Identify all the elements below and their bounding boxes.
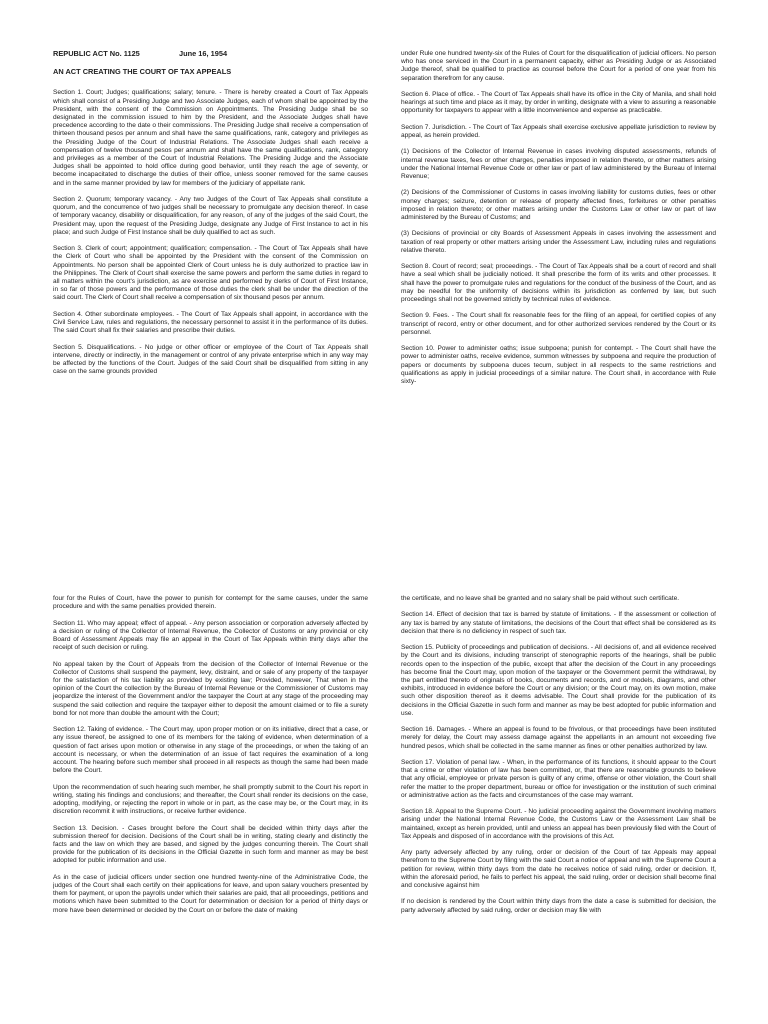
section-paragraph: Section 15. Publicity of proceedings and publication of decisions. - All decisions of, and all evidence received by the Court and its divisions, including transcript of stenographic reports of the hearings, shall be public records open to the inspection of the public, except that after the decision of the Court in any proceedings has become final the Court may, upon motion of the taxpayer or the Government permit the withdrawal, by the part entitled thereto of originals of books, documents and records, and or models, diagrams, and other exhibits, introduced in evidence before the Court or any division; or the Court may, on its own motion, make such other disposition thereof as it deems advisable. The Court shall provide for the publication of its decisions in the Official Gazette in such form and manner as may be best adopted for public information and use.	[401, 644, 716, 717]
section-paragraph: Section 18. Appeal to the Supreme Court. - No judicial proceeding against the Government involving matters arising under the National Internal Revenue Code, the Customs Law or the Assessment Law shall be maintained, except as herein provided, until and unless an appeal has been previously filed with the Court of Tax Appeals and disposed of in accordance with the provisions of this Act.	[401, 808, 716, 840]
page-2	[0, 512, 768, 1024]
section-paragraph: Section 5. Disqualifications. - No judge or other officer or employee of the Court of Tax Appeals shall intervene, directly or indirectly, in the management or control of any private enterprise which in any way may be affected by the functions of the Court. Judges of the said Court shall be disqualified from sitting in any case on the same grounds provided	[53, 343, 368, 376]
section-paragraph: Section 8. Court of record; seal; proceedings. - The Court of Tax Appeals shall be a court of record and shall have a seal which shall be judicially noticed. It shall prescribe the form of its writs and other processes. It shall have the power to promulgate rules and regulations for the conduct of the business of the Court, and as may be needful for the uniformity of decisions within its jurisdiction as conferred by law, but such proceedings shall not be governed strictly by technical rules of evidence.	[401, 263, 716, 303]
section-paragraph: Section 13. Decision. - Cases brought before the Court shall be decided within thirty days after the submission thereof for decision. Decisions of the Court shall be in writing, stating clearly and distinctly the facts and the law on which they are based, and signed by the judges concurring therein. The Court shall provide for the publication of its decisions in the Official Gazette in such form and manner as may be best adopted for public information and use.	[53, 824, 368, 865]
section-paragraph: No appeal taken by the Court of Appeals from the decision of the Collector of Internal Revenue or the Collector of Customs shall suspend the payment, levy, distraint, and or sale of any property of the taxpayer for the satisfaction of his tax liability as provided by existing law; Provided, however, That when in the opinion of the Court the collection by the Bureau of Internal Revenue or the Commissioner of Customs may jeopardize the interest of the Government and/or the taxpayer the Court at any stage of the proceeding may suspend the said collection and require the taxpayer either to deposit the amount claimed or to file a surety bond for not more than double the amount with the Court;	[53, 660, 368, 717]
section-paragraph: Section 6. Place of office. - The Court of Tax Appeals shall have its office in the City of Manila, and shall hold hearings at such time and place as it may, by order in writing, designate with a view to assuring a reasonable opportunity for taxpayers to appear with a little inconvenience and expense as practicable.	[401, 91, 716, 115]
law-number: REPUBLIC ACT No. 1125	[53, 50, 140, 58]
section-paragraph: Section 16. Damages. - Where an appeal is found to be frivolous, or that proceedings have been instituted merely for delay, the Court may assess damage against the appellants in an amount not exceeding five hundred pesos, which shall be collected in the same manner as fines or other penalties authorized by law.	[401, 726, 716, 750]
section-paragraph: under Rule one hundred twenty-six of the Rules of Court for the disqualification of judicial officers. No person who has once serviced in the Court in a permanent capacity, either as Presiding Judge or as Associated Judge thereof, shall be qualified to practice as counsel before the Court for a period of one year from his separation therefrom for any cause.	[401, 50, 716, 82]
page-2-right-column	[401, 595, 716, 1024]
section-paragraph: Section 17. Violation of penal law. - When, in the performance of its functions, it should appear to the Court that a crime or other violation of law has been committed, or, that there are reasonable grounds to believe that any official, employee or private person is guilty of any crime, offense or other violation, the Court shall refer the matter to the proper department, bureau or office for investigation or the institution of such criminal or administrative action as the facts and circumstances of the case may warrant.	[401, 759, 716, 799]
section-paragraph: Section 3. Clerk of court; appointment; qualification; compensation. - The Court of Tax Appeals shall have the Clerk of Court who shall be appointed by the President with the consent of the Commission on Appointments. No person shall be appointed Clerk of Court unless he is duly authorized to practice law in the Philippines. The Clerk of Court shall exercise the same powers and perform the same duties in regard to all matters within the court's jurisdiction, as are exercise and performed by clerks of Court of First Instance, in so far of those powers and the performance of those duties the clerk shall be under the direction of the said court. The Clerk of Court shall receive a compensation of six thousand pesos per annum.	[53, 245, 368, 302]
page-2-left-column	[53, 595, 368, 1024]
section-paragraph: Section 12. Taking of evidence. - The Court may, upon proper motion or on its initiative, direct that a case, or any issue thereof, be assigned to one of its members for the taking of evidence, when determination of a question of fact arises upon motion or otherwise in any stage of the proceedings, or when the taking of an account is necessary, or when the determination of an issue of fact requires the examination of a long account. The hearing before such member shall proceed in all respects as though the same had been made before the Court.	[53, 726, 368, 775]
section-paragraph: Section 9. Fees. - The Court shall fix reasonable fees for the filing of an appeal, for certified copies of any transcript of record, entry or other document, and for other authorized services rendered by the Court or its personnel.	[401, 312, 716, 336]
law-title: AN ACT CREATING THE COURT OF TAX APPEALS	[53, 67, 232, 77]
paragraph-list	[401, 595, 716, 915]
section-paragraph: Section 7. Jurisdiction. - The Court of Tax Appeals shall exercise exclusive appellate jurisdiction to review by appeal, as herein provided.	[401, 123, 716, 139]
section-paragraph: four for the Rules of Court, have the power to punish for contempt for the same causes, under the same procedure and with the same penalties provided therein.	[53, 595, 368, 611]
section-paragraph: Section 4. Other subordinate employees. - The Court of Tax Appeals shall appoint, in accordance with the Civil Service Law, rules and regulations, the necessary personnel to assist it in the performance of its duties. The said Court shall fix their salaries and prescribe their duties.	[53, 310, 368, 335]
section-paragraph: (1) Decisions of the Collector of Internal Revenue in cases involving disputed assessments, refunds of internal revenue taxes, fees or other charges, penalties imposed in relation thereto, or other matters arising under the National Internal Revenue Code or other law or part of law administered by the Bureau of Internal Revenue;	[401, 148, 716, 180]
paragraph-list	[53, 595, 368, 915]
section-paragraph: Section 10. Power to administer oaths; issue subpoena; punish for contempt. - The Court shall have the power to administer oaths, receive evidence, summon witnesses by subpoena and require the production of papers or documents by subpoena duces tecum, subject in all respects to the same restrictions and qualifications as apply in judicial proceedings of a similar nature. The Court shall, in accordance with Rule sixty-	[401, 345, 716, 385]
section-paragraph: Section 1. Court; Judges; qualifications; salary; tenure. - There is hereby created a Court of Tax Appeals which shall consist of a Presiding Judge and two Associate Judges, each of whom shall be appointed by the President, with the consent of the Commission on Appointments. The Presiding Judge shall be so designated in the commission issued to him by the President, and the Associate Judges shall have precedence according to the date o their commissions. The Presiding Judge shall receive a compensation of thirteen thousand pesos per annum and shall have the same qualifications, rank, category and privileges as the Presiding Judge of the Court of Industrial Relations. The Associate Judges shall each receive a compensation of twelve thousand pesos per annum and shall have the same qualifications, rank, category and privileges as a member of the Court of Industrial Relations. The Presiding Judge and the Associate Judges shall be appointed to hold office during good behavior, until they reach the age of seventy, or become incapacitated to discharge the duties of their office, unless sooner removed for the same causes and in the same manner provided by law for members of the judiciary of appellate rank.	[53, 89, 368, 187]
section-paragraph: (3) Decisions of provincial or city Boards of Assessment Appeals in cases involving the assessment and taxation of real property or other matters arising under the Assessment Law, including rules and regulations relative thereto.	[401, 230, 716, 254]
section-paragraph: Section 14. Effect of decision that tax is barred by statute of limitations. - If the assessment or collection of any tax is barred by any statute of limitations, the decisions of the Court that effect shall be considered as its decision that there is no deficiency in respect of such tax.	[401, 611, 716, 635]
law-date: June 16, 1954	[179, 50, 228, 58]
page-1-right-column	[401, 50, 716, 490]
page-1-left-column	[53, 50, 368, 490]
law-header	[53, 50, 368, 58]
paragraph-list	[53, 89, 368, 376]
section-paragraph: Upon the recommendation of such hearing such member, he shall promptly submit to the Court his report in writing, stating his findings and conclusions; and thereafter, the Court shall render its decisions on the case, adopting, modifying, or rejecting the report in whole or in part, as the case may be, or the Court may, in its discretion recommit it with instructions, or receive further evidence.	[53, 783, 368, 816]
section-paragraph: Any party adversely affected by any ruling, order or decision of the Court of tax Appeals may appeal therefrom to the Supreme Court by filing with the said Court a notice of appeal and with the Supreme Court a petition for review, within thirty days from the date he receives notice of said ruling, order or decision. If, within the aforesaid period, he fails to perfect his appeal, the said ruling, order or decision shall become final and conclusive against him	[401, 849, 716, 890]
section-paragraph: the certificate, and no leave shall be granted and no salary shall be paid without such certificate.	[401, 595, 680, 602]
section-paragraph: As in the case of judicial officers under section one hundred twenty-nine of the Administrative Code, the judges of the Court shall each certify on their applications for leave, and upon salary vouchers presented by them for payment, or upon the payrolls under which their salaries are paid, that all proceedings, petitions and motions which have been submitted to the Court for determination or decision for a period of thirty days or more have been determined or decided by the Court on or before the date of making	[53, 873, 368, 914]
section-paragraph: (2) Decisions of the Commissioner of Customs in cases involving liability for customs duties, fees or other money charges; seizure, detention or release of property affected fines, forfeitures or other penalties imposed in relation thereto; or other matters arising under the Customs Law or other law or part of law administered by the Bureau of Customs; and	[401, 189, 716, 221]
section-paragraph: Section 11. Who may appeal; effect of appeal. - Any person association or corporation adversely affected by a decision or ruling of the Collector of Internal Revenue, the Collector of Customs or any provincial or city Board of Assessment Appeals may file an appeal in the Court of Tax Appeals within thirty days after the receipt of such decision or ruling.	[53, 619, 368, 652]
section-paragraph: Section 2. Quorum; temporary vacancy. - Any two Judges of the Court of Tax Appeals shall constitute a quorum, and the concurrence of two judges shall be necessary to promulgate any decision thereof. In case of temporary vacancy, disability or disqualification, for any reason, of any of the judges of the said Court, the President may, upon the request of the Presiding Judge, designate any Judge of First Instance to act in his place; and such Judge of First Instance shall be duly qualified to act as such.	[53, 196, 368, 236]
paragraph-list	[401, 50, 716, 386]
section-paragraph: If no decision is rendered by the Court within thirty days from the date a case is submitted for decision, the party adversely affected by said ruling, order or decision may file with	[401, 898, 716, 914]
